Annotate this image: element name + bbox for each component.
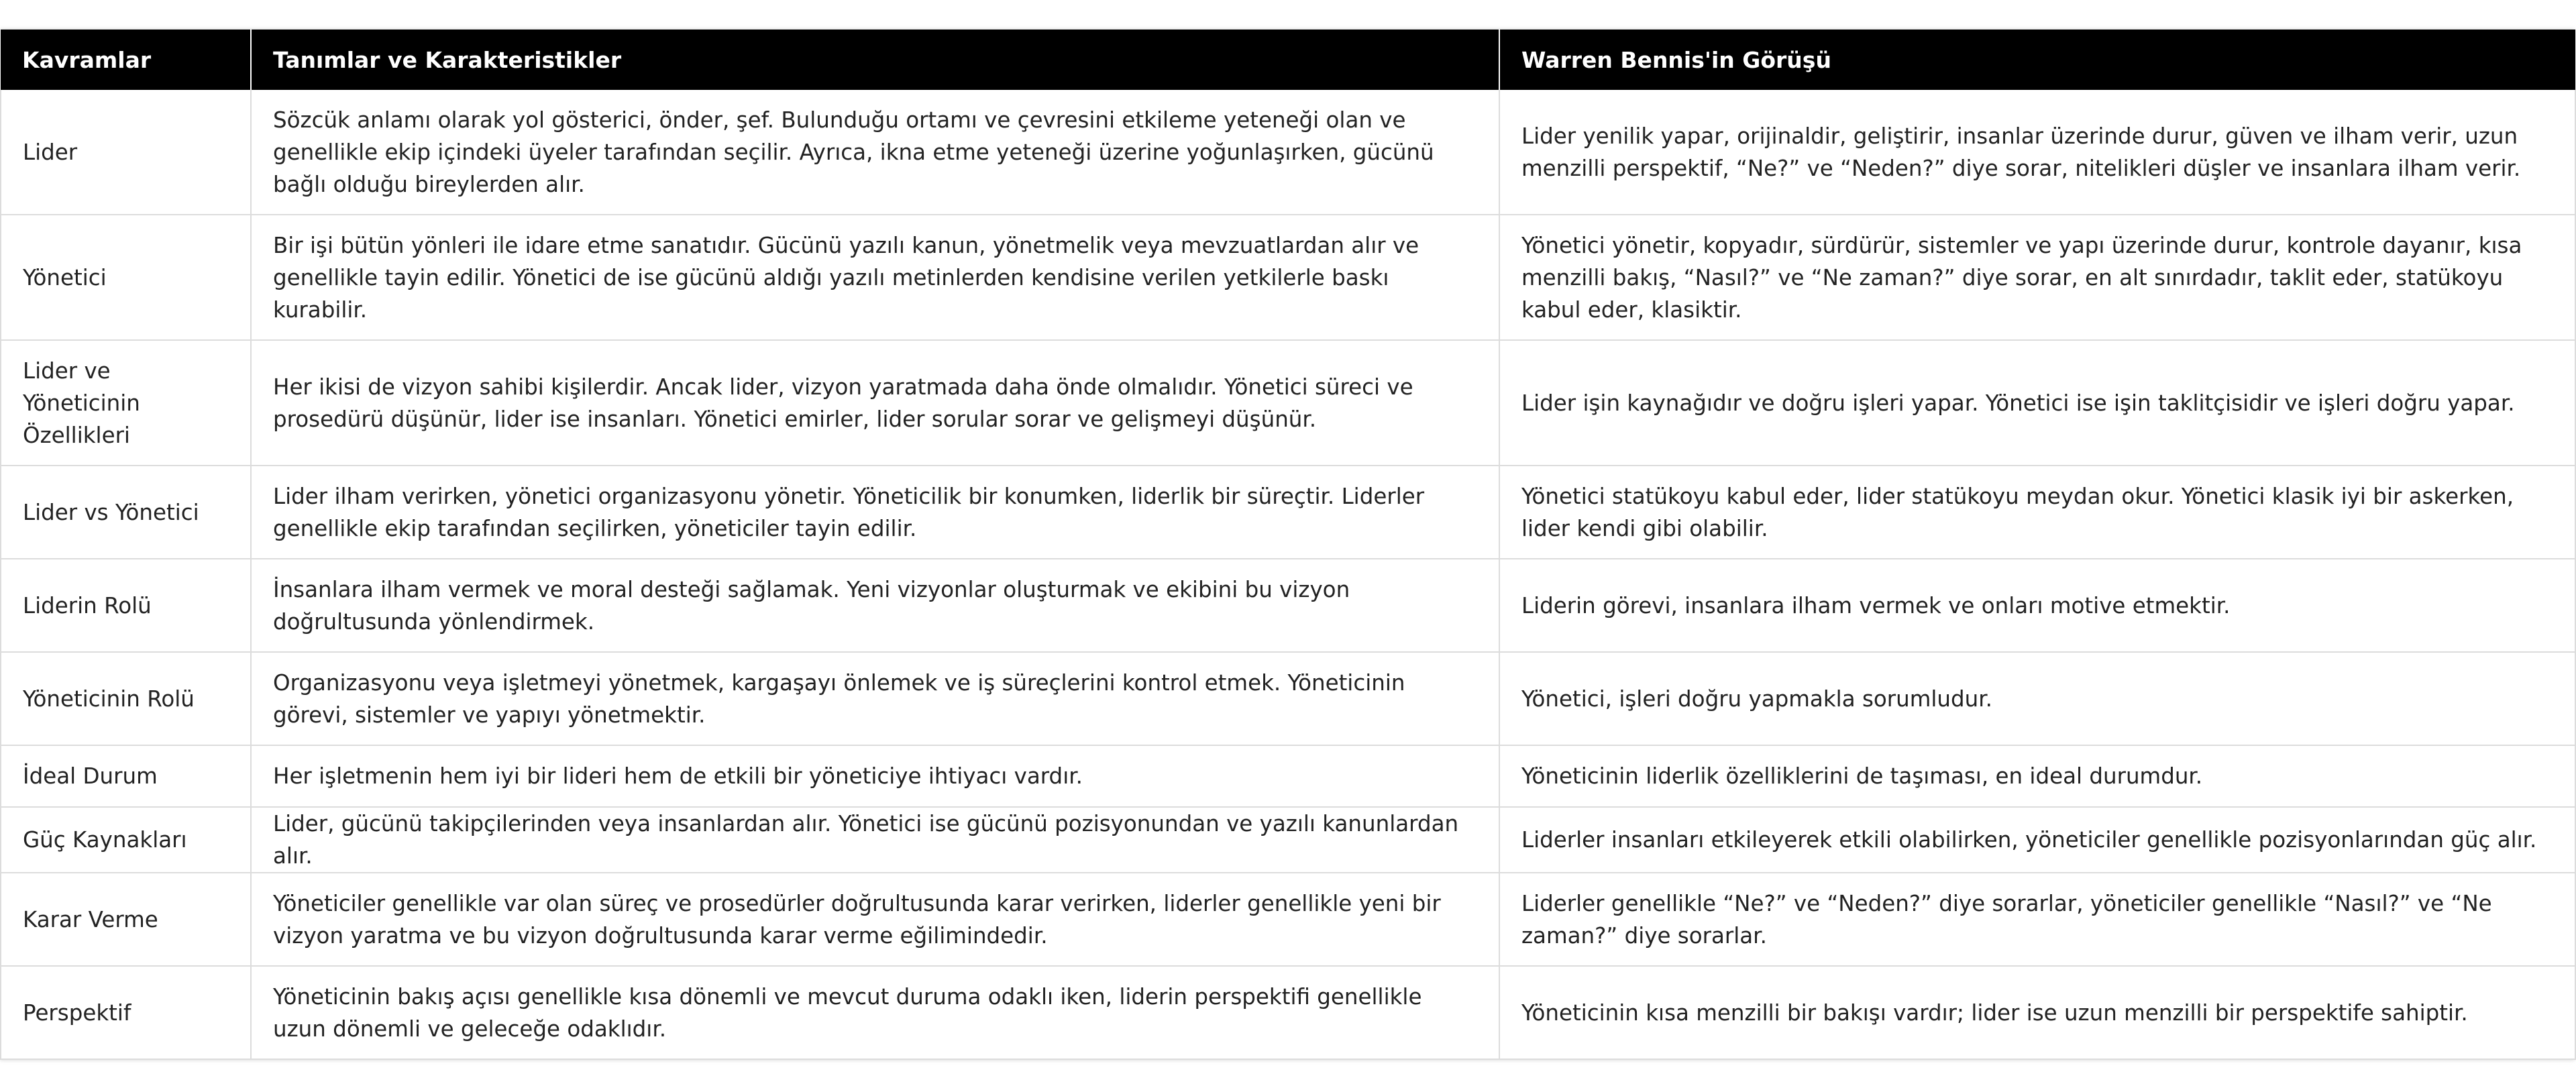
bennis-view-cell: Lider işin kaynağıdır ve doğru işleri yapar. Yönetici ise işin taklitçisidir ve işleri doğru yapar. [1499, 340, 2575, 466]
definition-cell: Sözcük anlamı olarak yol gösterici, önder, şef. Bulunduğu ortamı ve çevresini etkileme yeteneği olan ve genellikle ekip içindeki üyeler tarafından seçilir. Ayrıca, ikna etme yeteneği üzerine yoğunlaşırken, gücünü bağlı olduğu bireylerden alır. [251, 90, 1499, 215]
table-row [1, 90, 2575, 215]
table-row [1, 340, 2575, 466]
definition-cell: Organizasyonu veya işletmeyi yönetmek, kargaşayı önlemek ve iş süreçlerini kontrol etmek. Yöneticinin görevi, sistemler ve yapıyı yönetmektir. [251, 652, 1499, 745]
table-row [1, 807, 2575, 873]
definition-cell: Lider ilham verirken, yönetici organizasyonu yönetir. Yöneticilik bir konumken, liderlik bir süreçtir. Liderler genellikle ekip tarafından seçilirken, yöneticiler tayin edilir. [251, 466, 1499, 559]
definition-cell: Her ikisi de vizyon sahibi kişilerdir. Ancak lider, vizyon yaratmada daha önde olmalıdır. Yönetici süreci ve prosedürü düşünür, lider ise insanları. Yönetici emirler, lider sorular sorar ve gelişmeyi düşünür. [251, 340, 1499, 466]
definition-cell: Yöneticinin bakış açısı genellikle kısa dönemli ve mevcut duruma odaklı iken, liderin perspektifi genellikle uzun dönemli ve geleceğe odaklıdır. [251, 966, 1499, 1059]
table-row [1, 873, 2575, 966]
bennis-view-cell: Yöneticinin kısa menzilli bir bakışı vardır; lider ise uzun menzilli bir perspektife sahiptir. [1499, 966, 2575, 1059]
concept-cell: Karar Verme [1, 873, 251, 966]
bennis-view-cell: Liderler insanları etkileyerek etkili olabilirken, yöneticiler genellikle pozisyonlarından güç alır. [1499, 807, 2575, 873]
table-row [1, 559, 2575, 652]
bennis-view-cell: Lider yenilik yapar, orijinaldir, geliştirir, insanlar üzerinde durur, güven ve ilham verir, uzun menzilli perspektif, “Ne?” ve “Neden?” diye sorar, nitelikleri düşler ve insanlara ilham verir. [1499, 90, 2575, 215]
bennis-view-cell: Yönetici yönetir, kopyadır, sürdürür, sistemler ve yapı üzerinde durur, kontrole dayanır, kısa menzilli bakış, “Nasıl?” ve “Ne zaman?” diye sorar, en alt sınırdadır, taklit eder, statükoyu kabul eder, klasiktir. [1499, 215, 2575, 340]
column-header-definitions: Tanımlar ve Karakteristikler [251, 30, 1499, 90]
definition-cell: Bir işi bütün yönleri ile idare etme sanatıdır. Gücünü yazılı kanun, yönetmelik veya mevzuatlardan alır ve genellikle tayin edilir. Yönetici de ise gücünü aldığı yazılı metinlerden kendisine verilen yetkilerle baskı kurabilir. [251, 215, 1499, 340]
concept-cell: Yönetici [1, 215, 251, 340]
bennis-view-cell: Yönetici statükoyu kabul eder, lider statükoyu meydan okur. Yönetici klasik iyi bir askerken, lider kendi gibi olabilir. [1499, 466, 2575, 559]
definition-cell: Lider, gücünü takipçilerinden veya insanlardan alır. Yönetici ise gücünü pozisyonundan ve yazılı kanunlardan alır. [251, 807, 1499, 873]
definition-cell: Yöneticiler genellikle var olan süreç ve prosedürler doğrultusunda karar verirken, liderler genellikle yeni bir vizyon yaratma ve bu vizyon doğrultusunda karar verme eğilimindedir. [251, 873, 1499, 966]
table-row [1, 966, 2575, 1059]
concept-cell: Lider vs Yönetici [1, 466, 251, 559]
comparison-table [0, 30, 2576, 1060]
table-row [1, 652, 2575, 745]
table-row [1, 466, 2575, 559]
concept-cell: Lider [1, 90, 251, 215]
comparison-table-container [0, 30, 2575, 1060]
definition-cell: Her işletmenin hem iyi bir lideri hem de etkili bir yöneticiye ihtiyacı vardır. [251, 745, 1499, 807]
concept-cell: Yöneticinin Rolü [1, 652, 251, 745]
table-header-row [1, 30, 2575, 90]
table-row [1, 745, 2575, 807]
bennis-view-cell: Yönetici, işleri doğru yapmakla sorumludur. [1499, 652, 2575, 745]
concept-cell: Güç Kaynakları [1, 807, 251, 873]
concept-cell: İdeal Durum [1, 745, 251, 807]
bennis-view-cell: Liderler genellikle “Ne?” ve “Neden?” diye sorarlar, yöneticiler genellikle “Nasıl?” ve “Ne zaman?” diye sorarlar. [1499, 873, 2575, 966]
concept-cell: Perspektif [1, 966, 251, 1059]
table-row [1, 215, 2575, 340]
bennis-view-cell: Liderin görevi, insanlara ilham vermek ve onları motive etmektir. [1499, 559, 2575, 652]
concept-cell: Lider ve Yöneticinin Özellikleri [1, 340, 251, 466]
definition-cell: İnsanlara ilham vermek ve moral desteği sağlamak. Yeni vizyonlar oluşturmak ve ekibini bu vizyon doğrultusunda yönlendirmek. [251, 559, 1499, 652]
column-header-bennis-view: Warren Bennis'in Görüşü [1499, 30, 2575, 90]
concept-cell: Liderin Rolü [1, 559, 251, 652]
bennis-view-cell: Yöneticinin liderlik özelliklerini de taşıması, en ideal durumdur. [1499, 745, 2575, 807]
column-header-concepts: Kavramlar [1, 30, 251, 90]
